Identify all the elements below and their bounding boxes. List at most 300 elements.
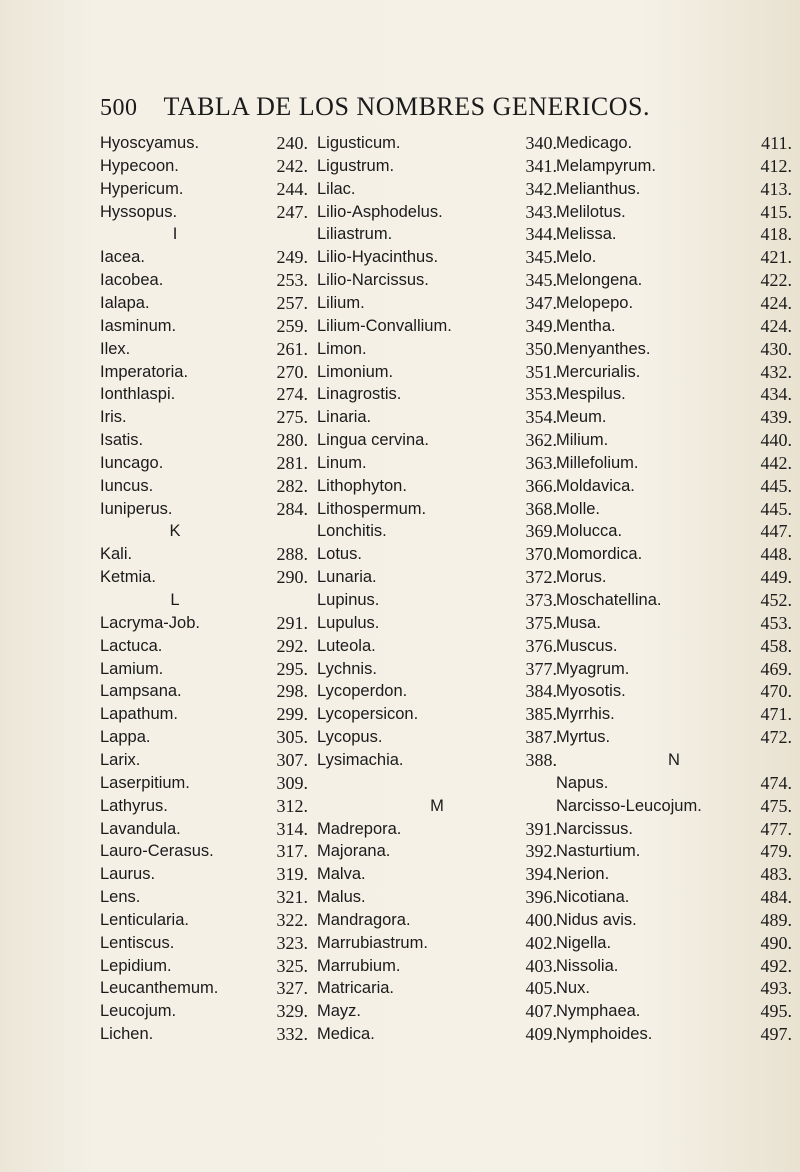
index-entry: [100, 1023, 308, 1046]
entry-name: Lithophyton.: [317, 477, 407, 495]
entry-name: Moldavica.: [556, 477, 635, 495]
entry-page-number: 314.: [276, 819, 308, 839]
index-entry: [100, 703, 308, 726]
entry-name: Iasminum.: [100, 317, 177, 335]
entry-name: Nissolia.: [556, 957, 619, 975]
entry-page-number: 332.: [276, 1024, 308, 1044]
index-entry: [100, 201, 308, 224]
entry-name: Muscus.: [556, 637, 618, 655]
entry-name: Laserpitium.: [100, 774, 190, 792]
index-entry: [556, 1000, 792, 1023]
index-entry: [100, 132, 308, 155]
entry-page-number: 489.: [760, 910, 792, 930]
entry-name: Lilac.: [317, 180, 356, 198]
index-entry: [556, 543, 792, 566]
entry-name: Linaria.: [317, 408, 372, 426]
entry-name: Lentiscus.: [100, 934, 175, 952]
entry-name: Napus.: [556, 774, 609, 792]
entry-page-number: 329.: [276, 1001, 308, 1021]
entry-name: Luteola.: [317, 637, 376, 655]
entry-page-number: 257.: [276, 293, 308, 313]
entry-name: Majorana.: [317, 842, 391, 860]
entry-name: Nicotiana.: [556, 888, 630, 906]
index-entry: [317, 612, 557, 635]
entry-page-number: 242.: [276, 156, 308, 176]
entry-name: Linagrostis.: [317, 385, 402, 403]
entry-page-number: 259.: [276, 316, 308, 336]
index-entry: [317, 132, 557, 155]
index-entry: [556, 658, 792, 681]
entry-page-number: 249.: [276, 247, 308, 267]
section-letter: L: [170, 591, 180, 609]
entry-name: Ligustrum.: [317, 157, 395, 175]
entry-name: Lonchitis.: [317, 522, 387, 540]
entry-name: Millefolium.: [556, 454, 639, 472]
index-entry: [317, 726, 557, 749]
entry-page-number: 493.: [760, 978, 792, 998]
index-entry: [100, 452, 308, 475]
entry-name: Lupinus.: [317, 591, 380, 609]
index-entry: [556, 886, 792, 909]
index-entry: [100, 909, 308, 932]
entry-page-number: 363.: [525, 453, 557, 473]
entry-name: Melopepo.: [556, 294, 634, 312]
entry-page-number: 411.: [761, 133, 792, 153]
entry-page-number: 369.: [525, 521, 557, 541]
entry-page-number: 240.: [276, 133, 308, 153]
entry-page-number: 445.: [760, 476, 792, 496]
entry-page-number: 432.: [760, 362, 792, 382]
entry-page-number: 430.: [760, 339, 792, 359]
entry-page-number: 472.: [760, 727, 792, 747]
entry-page-number: 392.: [525, 841, 557, 861]
index-entry: [100, 338, 308, 361]
entry-page-number: 412.: [760, 156, 792, 176]
index-entry: [556, 932, 792, 955]
page-title: TABLA DE LOS NOMBRES GENERICOS.: [163, 92, 651, 121]
entry-page-number: 343.: [525, 202, 557, 222]
entry-name: Laurus.: [100, 865, 156, 883]
entry-name: Iacobea.: [100, 271, 164, 289]
entry-page-number: 396.: [525, 887, 557, 907]
entry-page-number: 322.: [276, 910, 308, 930]
entry-page-number: 317.: [276, 841, 308, 861]
entry-name: Mercurialis.: [556, 363, 641, 381]
entry-name: Narcisso-Leucojum.: [556, 797, 702, 815]
index-entry: [100, 840, 308, 863]
entry-page-number: 282.: [276, 476, 308, 496]
entry-name: Nigella.: [556, 934, 612, 952]
entry-name: Melongena.: [556, 271, 643, 289]
entry-page-number: 391.: [525, 819, 557, 839]
running-head: [100, 92, 650, 122]
entry-name: Lavandula.: [100, 820, 181, 838]
entry-page-number: 424.: [760, 316, 792, 336]
index-entry: [317, 635, 557, 658]
index-entry: [317, 155, 557, 178]
entry-page-number: 244.: [276, 179, 308, 199]
entry-name: Nasturtium.: [556, 842, 641, 860]
entry-name: Marrubiastrum.: [317, 934, 428, 952]
entry-page-number: 275.: [276, 407, 308, 427]
entry-page-number: 470.: [760, 681, 792, 701]
entry-page-number: 490.: [760, 933, 792, 953]
entry-name: Iuniperus.: [100, 500, 173, 518]
entry-name: Imperatoria.: [100, 363, 189, 381]
entry-name: Mandragora.: [317, 911, 411, 929]
entry-page-number: 469.: [760, 659, 792, 679]
index-entry: [100, 886, 308, 909]
entry-page-number: 448.: [760, 544, 792, 564]
entry-page-number: 288.: [276, 544, 308, 564]
entry-name: Limonium.: [317, 363, 394, 381]
section-letter: K: [169, 522, 181, 540]
entry-name: Mespilus.: [556, 385, 626, 403]
index-entry: [317, 383, 557, 406]
entry-name: Lithospermum.: [317, 500, 427, 518]
entry-name: Larix.: [100, 751, 141, 769]
index-entry: [556, 840, 792, 863]
entry-name: Nymphaea.: [556, 1002, 641, 1020]
entry-name: Nux.: [556, 979, 590, 997]
entry-name: Lapathum.: [100, 705, 178, 723]
entry-page-number: 497.: [760, 1024, 792, 1044]
entry-name: Ionthlaspi.: [100, 385, 176, 403]
index-entry: [317, 932, 557, 955]
index-entry: [100, 955, 308, 978]
index-entry: [100, 932, 308, 955]
entry-page-number: 405.: [525, 978, 557, 998]
index-entry: [317, 246, 557, 269]
entry-page-number: 409.: [525, 1024, 557, 1044]
index-entry: [317, 406, 557, 429]
entry-page-number: 281.: [276, 453, 308, 473]
entry-name: Lycopersicon.: [317, 705, 419, 723]
entry-page-number: 341.: [525, 156, 557, 176]
entry-name: Madrepora.: [317, 820, 402, 838]
entry-page-number: 284.: [276, 499, 308, 519]
entry-name: Narcissus.: [556, 820, 634, 838]
entry-name: Lauro-Cerasus.: [100, 842, 214, 860]
index-entry: [317, 223, 557, 246]
entry-page-number: 253.: [276, 270, 308, 290]
index-entry: [317, 886, 557, 909]
entry-name: Kali.: [100, 545, 133, 563]
index-entry: [100, 612, 308, 635]
index-entry: [556, 452, 792, 475]
entry-page-number: 368.: [525, 499, 557, 519]
entry-page-number: 492.: [760, 956, 792, 976]
entry-name: Mentha.: [556, 317, 616, 335]
index-entry: [317, 955, 557, 978]
entry-name: Matricaria.: [317, 979, 395, 997]
entry-name: Medicago.: [556, 134, 633, 152]
entry-page-number: 388.: [525, 750, 557, 770]
entry-page-number: 327.: [276, 978, 308, 998]
entry-page-number: 347.: [525, 293, 557, 313]
entry-name: Milium.: [556, 431, 609, 449]
index-entry: [556, 429, 792, 452]
entry-page-number: 394.: [525, 864, 557, 884]
entry-name: Malva.: [317, 865, 366, 883]
entry-page-number: 323.: [276, 933, 308, 953]
index-entry: [317, 589, 557, 612]
index-entry: [100, 246, 308, 269]
entry-name: Linum.: [317, 454, 367, 472]
index-entry: [556, 155, 792, 178]
entry-name: Myrrhis.: [556, 705, 615, 723]
entry-page-number: 453.: [760, 613, 792, 633]
entry-name: Hyoscyamus.: [100, 134, 200, 152]
index-entry: [100, 1000, 308, 1023]
index-entry: [556, 1023, 792, 1046]
section-letter: I: [172, 225, 178, 243]
entry-name: Momordica.: [556, 545, 643, 563]
entry-name: Iacea.: [100, 248, 145, 266]
entry-name: Medica.: [317, 1025, 375, 1043]
entry-page-number: 495.: [760, 1001, 792, 1021]
entry-page-number: 373.: [525, 590, 557, 610]
index-entry: [100, 680, 308, 703]
entry-page-number: 387.: [525, 727, 557, 747]
index-entry: [556, 680, 792, 703]
entry-page-number: 370.: [525, 544, 557, 564]
index-entry: [556, 178, 792, 201]
entry-name: Iuncus.: [100, 477, 154, 495]
index-entry: [556, 566, 792, 589]
entry-name: Molucca.: [556, 522, 623, 540]
entry-name: Lepidium.: [100, 957, 172, 975]
entry-page-number: 292.: [276, 636, 308, 656]
index-entry: [100, 269, 308, 292]
index-entry: [100, 498, 308, 521]
entry-page-number: 247.: [276, 202, 308, 222]
index-entry: [100, 977, 308, 1000]
index-entry: [100, 475, 308, 498]
entry-page-number: 447.: [760, 521, 792, 541]
entry-page-number: 449.: [760, 567, 792, 587]
entry-page-number: 403.: [525, 956, 557, 976]
index-entry: [556, 909, 792, 932]
entry-name: Lichen.: [100, 1025, 154, 1043]
entry-page-number: 421.: [760, 247, 792, 267]
index-entry: [556, 406, 792, 429]
index-entry: [317, 315, 557, 338]
entry-page-number: 375.: [525, 613, 557, 633]
entry-page-number: 340.: [525, 133, 557, 153]
entry-page-number: 484.: [760, 887, 792, 907]
index-entry: [556, 977, 792, 1000]
entry-name: Mayz.: [317, 1002, 362, 1020]
entry-name: Ketmia.: [100, 568, 156, 586]
entry-page-number: 402.: [525, 933, 557, 953]
index-entry: [100, 772, 308, 795]
entry-page-number: 471.: [760, 704, 792, 724]
entry-name: Ialapa.: [100, 294, 150, 312]
index-entry: [100, 429, 308, 452]
entry-page-number: 377.: [525, 659, 557, 679]
entry-page-number: 366.: [525, 476, 557, 496]
index-entry: [317, 475, 557, 498]
entry-page-number: 319.: [276, 864, 308, 884]
index-entry: [100, 863, 308, 886]
entry-page-number: 458.: [760, 636, 792, 656]
entry-name: Nidus avis.: [556, 911, 637, 929]
entry-name: Musa.: [556, 614, 601, 632]
entry-page-number: 307.: [276, 750, 308, 770]
index-entry: [317, 520, 557, 543]
entry-name: Hypericum.: [100, 180, 184, 198]
entry-page-number: 321.: [276, 887, 308, 907]
entry-name: Lilio-Hyacinthus.: [317, 248, 439, 266]
entry-page-number: 376.: [525, 636, 557, 656]
entry-page-number: 298.: [276, 681, 308, 701]
section-letter: M: [430, 797, 444, 815]
entry-name: Lilium.: [317, 294, 365, 312]
index-entry: [317, 1023, 557, 1046]
index-entry: [100, 635, 308, 658]
entry-page-number: 290.: [276, 567, 308, 587]
entry-page-number: 349.: [525, 316, 557, 336]
entry-page-number: 372.: [525, 567, 557, 587]
entry-page-number: 483.: [760, 864, 792, 884]
entry-page-number: 400.: [525, 910, 557, 930]
entry-name: Lunaria.: [317, 568, 377, 586]
index-entry: [556, 223, 792, 246]
entry-name: Nerion.: [556, 865, 610, 883]
index-entry: [556, 201, 792, 224]
entry-name: Lilio-Asphodelus.: [317, 203, 443, 221]
entry-name: Nymphoides.: [556, 1025, 653, 1043]
entry-page-number: 350.: [525, 339, 557, 359]
entry-name: Malus.: [317, 888, 366, 906]
entry-page-number: 385.: [525, 704, 557, 724]
index-entry: [317, 498, 557, 521]
index-entry: [317, 749, 557, 772]
entry-page-number: 422.: [760, 270, 792, 290]
entry-page-number: 415.: [760, 202, 792, 222]
index-entry: [556, 498, 792, 521]
index-entry: [100, 383, 308, 406]
entry-name: Melo.: [556, 248, 597, 266]
entry-page-number: 475.: [760, 796, 792, 816]
entry-name: Liliastrum.: [317, 225, 393, 243]
entry-page-number: 345.: [525, 270, 557, 290]
entry-page-number: 299.: [276, 704, 308, 724]
index-entry: [556, 315, 792, 338]
entry-name: Marrubium.: [317, 957, 401, 975]
entry-name: Iris.: [100, 408, 127, 426]
section-letter: N: [668, 751, 680, 769]
entry-page-number: 424.: [760, 293, 792, 313]
entry-page-number: 274.: [276, 384, 308, 404]
index-entry: [317, 658, 557, 681]
entry-page-number: 344.: [525, 224, 557, 244]
entry-name: Limon.: [317, 340, 367, 358]
index-entry: [317, 201, 557, 224]
index-entry: [317, 292, 557, 315]
entry-page-number: 434.: [760, 384, 792, 404]
entry-name: Leucanthemum.: [100, 979, 219, 997]
entry-page-number: 354.: [525, 407, 557, 427]
index-entry: [556, 863, 792, 886]
entry-name: Moschatellina.: [556, 591, 662, 609]
index-entry: [317, 703, 557, 726]
entry-name: Hypecoon.: [100, 157, 179, 175]
index-entry: [556, 383, 792, 406]
index-entry: [556, 818, 792, 841]
entry-page-number: 345.: [525, 247, 557, 267]
index-entry: [317, 863, 557, 886]
entry-page-number: 312.: [276, 796, 308, 816]
index-entry: [100, 566, 308, 589]
entry-name: Ilex.: [100, 340, 131, 358]
entry-page-number: 384.: [525, 681, 557, 701]
index-entry: [317, 566, 557, 589]
index-entry: [317, 680, 557, 703]
entry-name: Lycopus.: [317, 728, 383, 746]
entry-name: Iuncago.: [100, 454, 164, 472]
entry-name: Lampsana.: [100, 682, 182, 700]
entry-page-number: 280.: [276, 430, 308, 450]
index-entry: [556, 520, 792, 543]
index-entry: [100, 543, 308, 566]
entry-page-number: 353.: [525, 384, 557, 404]
entry-page-number: 439.: [760, 407, 792, 427]
page-number: 500: [100, 95, 138, 121]
index-entry: [100, 749, 308, 772]
entry-name: Meum.: [556, 408, 607, 426]
entry-page-number: 261.: [276, 339, 308, 359]
index-entry: [317, 909, 557, 932]
index-entry: [556, 772, 792, 795]
entry-name: Lychnis.: [317, 660, 377, 678]
index-entry: [317, 338, 557, 361]
entry-name: Melampyrum.: [556, 157, 656, 175]
index-entry: [317, 178, 557, 201]
index-entry: [100, 406, 308, 429]
entry-name: Myagrum.: [556, 660, 630, 678]
entry-page-number: 477.: [760, 819, 792, 839]
entry-name: Lilium-Convallium.: [317, 317, 452, 335]
entry-name: Hyssopus.: [100, 203, 178, 221]
index-entry: [556, 132, 792, 155]
entry-name: Menyanthes.: [556, 340, 651, 358]
entry-name: Molle.: [556, 500, 601, 518]
entry-name: Lotus.: [317, 545, 362, 563]
index-entry: [317, 452, 557, 475]
index-entry: [556, 726, 792, 749]
entry-page-number: 445.: [760, 499, 792, 519]
entry-page-number: 291.: [276, 613, 308, 633]
entry-page-number: 407.: [525, 1001, 557, 1021]
entry-name: Melissa.: [556, 225, 617, 243]
index-entry: [556, 612, 792, 635]
index-entry: [100, 795, 308, 818]
index-entry: [317, 840, 557, 863]
index-entry: [100, 726, 308, 749]
entry-name: Lupulus.: [317, 614, 380, 632]
entry-name: Melilotus.: [556, 203, 626, 221]
entry-page-number: 452.: [760, 590, 792, 610]
index-entry: [100, 292, 308, 315]
entry-name: Lamium.: [100, 660, 164, 678]
entry-name: Lenticularia.: [100, 911, 189, 929]
index-entry: [100, 155, 308, 178]
index-entry: [317, 543, 557, 566]
index-entry: [317, 818, 557, 841]
index-entry: [556, 703, 792, 726]
